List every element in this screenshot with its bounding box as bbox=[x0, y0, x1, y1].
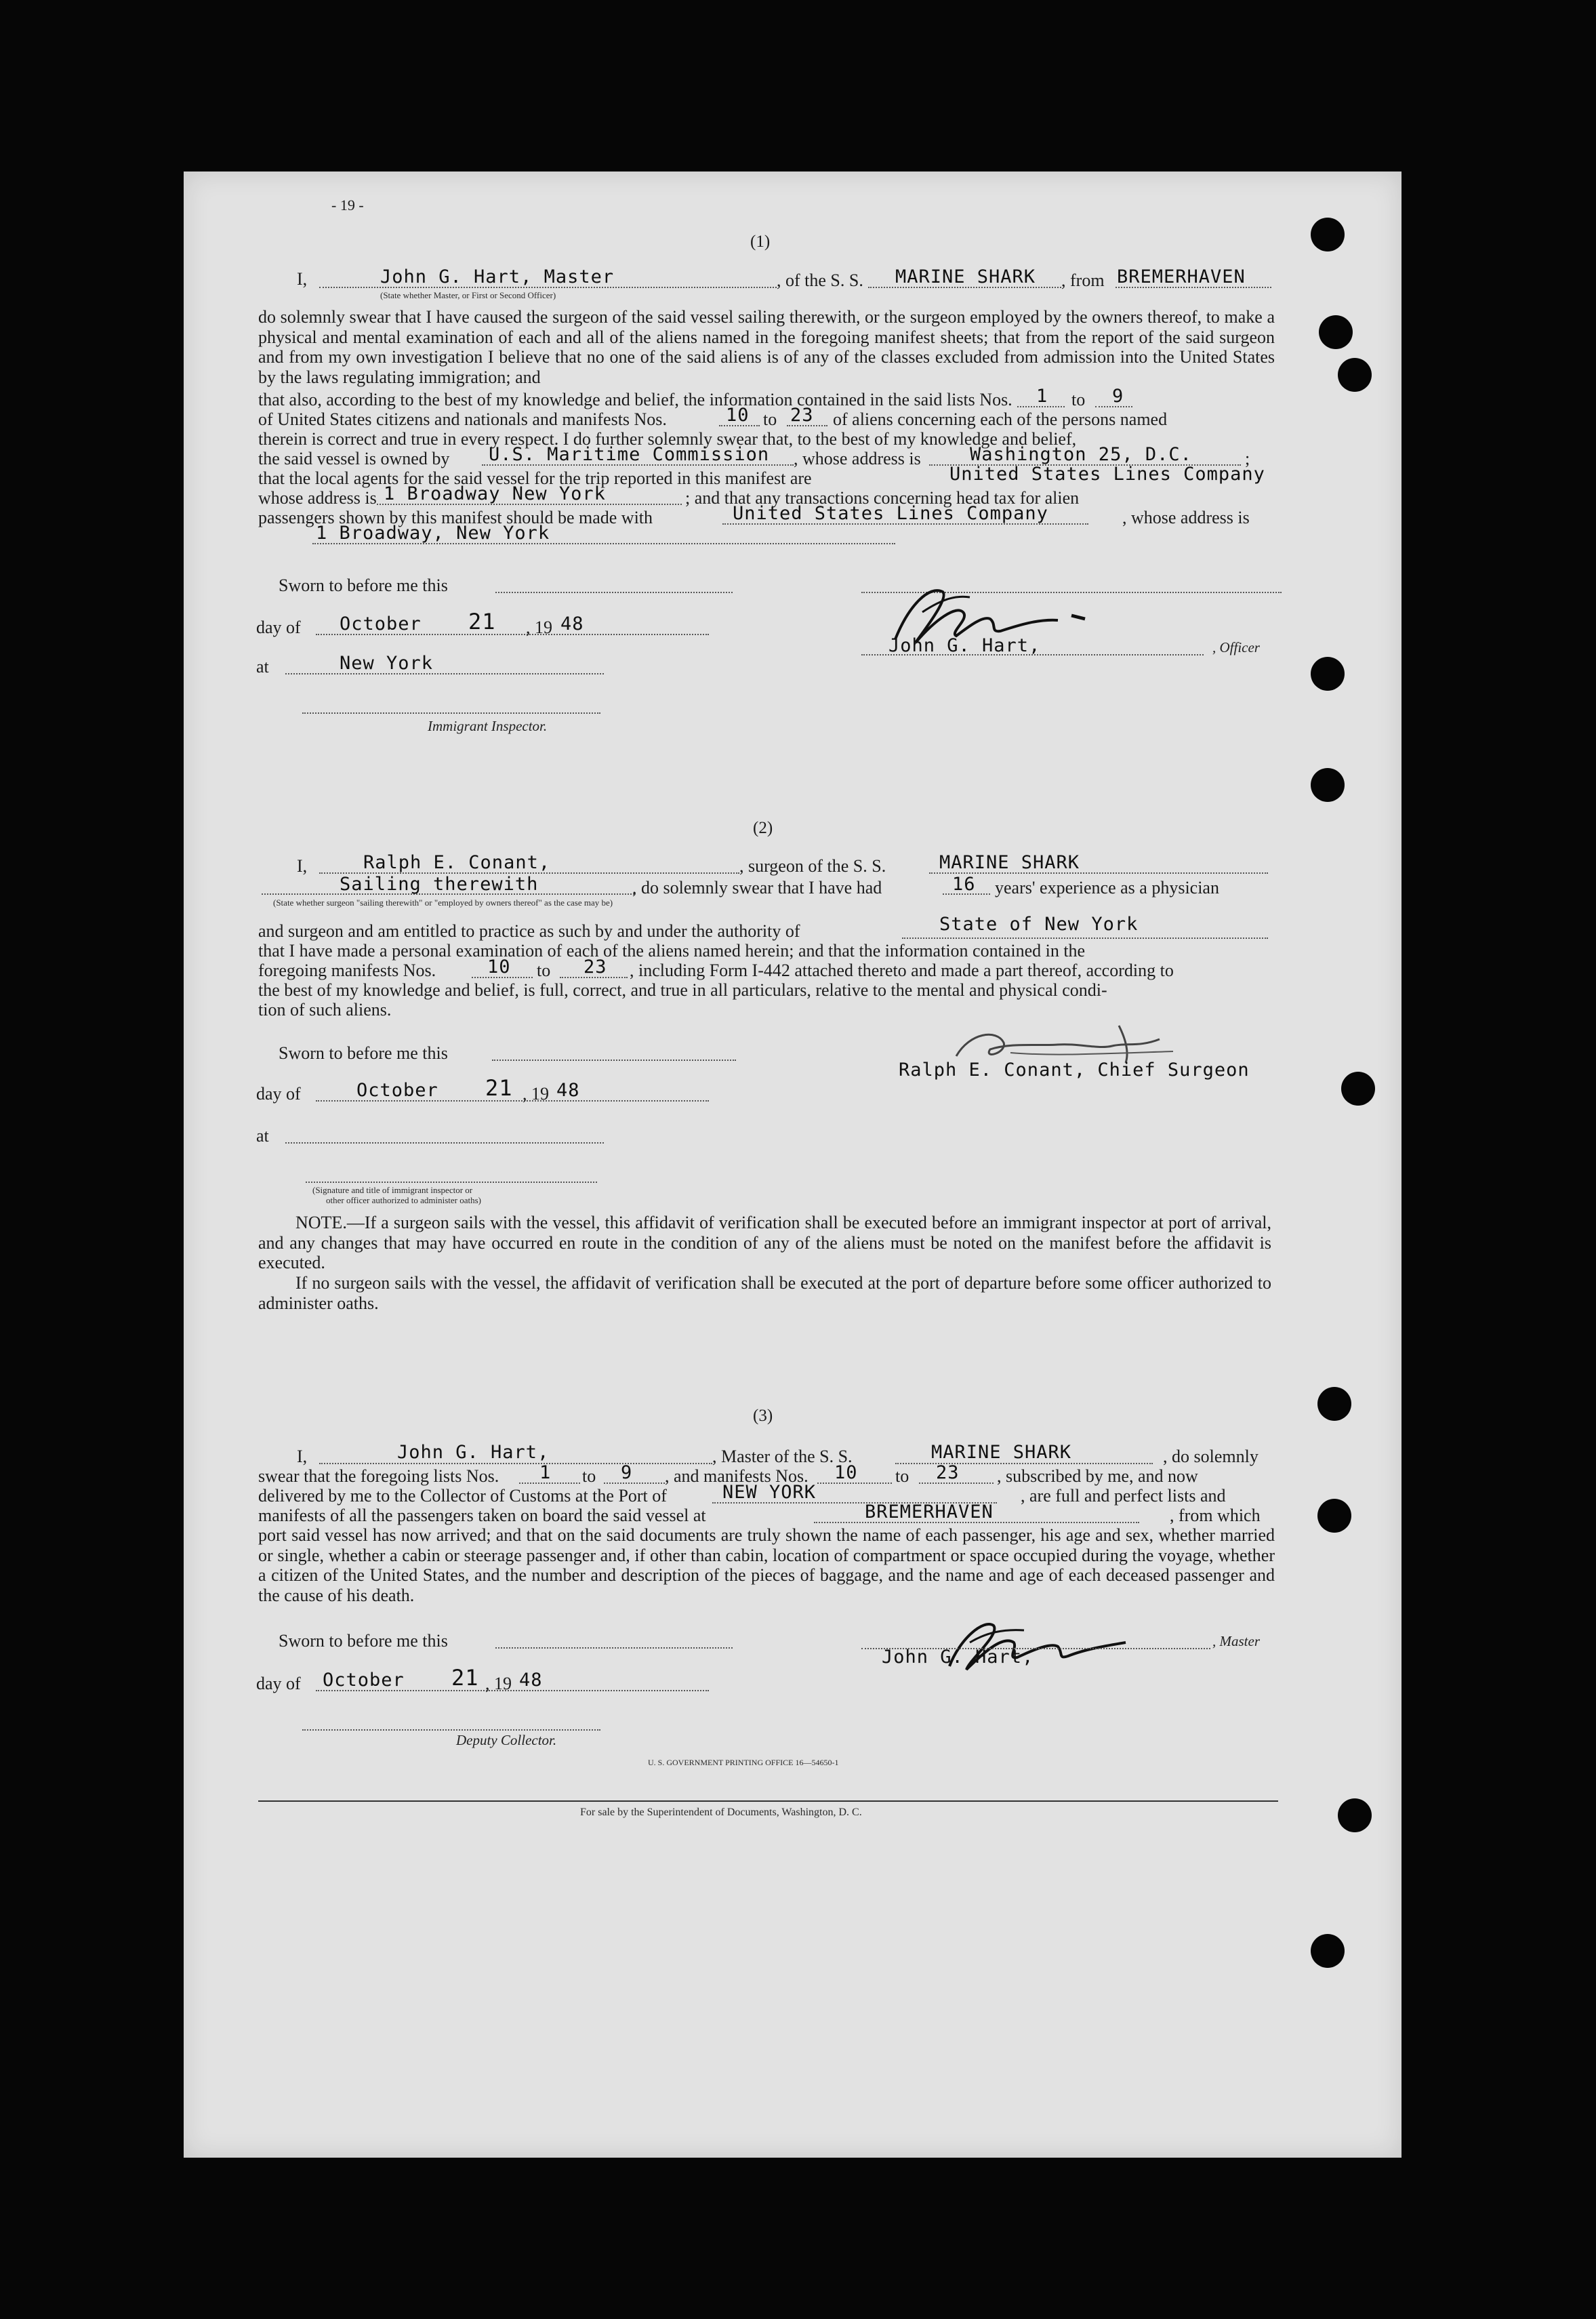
s2-month: October bbox=[356, 1080, 438, 1101]
s1-sworn: Sworn to before me this bbox=[279, 576, 448, 595]
s2-at: at bbox=[256, 1126, 269, 1146]
punch-hole bbox=[1338, 1798, 1372, 1832]
s1-to2: to bbox=[763, 409, 777, 429]
s1-officer-typed: John G. Hart, bbox=[888, 635, 1041, 656]
s2-line-d2: , including Form I-442 attached thereto and made a part thereof, according to bbox=[630, 961, 1174, 980]
s1-manifests-to: 23 bbox=[790, 405, 814, 426]
s2-day-of: day of bbox=[256, 1084, 301, 1104]
punch-hole bbox=[1311, 1934, 1345, 1968]
section-2-number: (2) bbox=[753, 819, 773, 837]
s3-line-b3: , subscribed by me, and now bbox=[997, 1466, 1198, 1486]
footer-printing-office: U. S. GOVERNMENT PRINTING OFFICE 16—54650-1 bbox=[648, 1758, 839, 1767]
s1-line-g1: passengers shown by this manifest should be made with bbox=[258, 508, 653, 527]
s1-place: New York bbox=[340, 653, 434, 674]
s1-to1: to bbox=[1071, 390, 1086, 409]
s1-inspector-label: Immigrant Inspector. bbox=[428, 718, 548, 734]
s2-line-b: and surgeon and am entitled to practice as such by and under the authority of bbox=[258, 921, 800, 941]
s2-year: 48 bbox=[556, 1080, 580, 1101]
s1-lists-from: 1 bbox=[1036, 386, 1048, 407]
s1-line-g2: , whose address is bbox=[1122, 508, 1250, 527]
s1-line-f2: ; and that any transactions concerning head tax for alien bbox=[685, 488, 1080, 508]
s3-sworn: Sworn to before me this bbox=[279, 1631, 448, 1651]
punch-hole bbox=[1317, 1387, 1351, 1421]
section-3-number: (3) bbox=[753, 1407, 773, 1425]
s3-to1: to bbox=[582, 1466, 596, 1486]
s3-master-name: John G. Hart, bbox=[397, 1442, 550, 1463]
s1-port: BREMERHAVEN bbox=[1117, 266, 1246, 287]
s3-line-d2: , from which bbox=[1170, 1506, 1261, 1525]
s1-owner-address: Washington 25, D.C. bbox=[970, 444, 1192, 465]
punch-hole bbox=[1341, 1072, 1375, 1106]
s2-status: Sailing therewith bbox=[340, 874, 539, 895]
s3-i: I, bbox=[297, 1447, 308, 1466]
s3-line-d1: manifests of all the passengers taken on board the said vessel at bbox=[258, 1506, 706, 1525]
s1-month: October bbox=[340, 613, 422, 634]
s2-had: , do solemnly swear that I have had bbox=[632, 878, 882, 898]
s2-surgeon-of: , surgeon of the S. S. bbox=[739, 856, 886, 876]
s2-year-prefix: , 19 bbox=[523, 1084, 549, 1104]
s2-day: 21 bbox=[485, 1075, 513, 1101]
s3-line-c1: delivered by me to the Collector of Customs at the Port of bbox=[258, 1486, 667, 1506]
s2-experience: years' experience as a physician bbox=[995, 878, 1219, 898]
s2-line-e: the best of my knowledge and belief, is full, correct, and true in all particulars, relative to the mental and physical condi- bbox=[258, 980, 1107, 1000]
s1-line-d3: ; bbox=[1245, 449, 1250, 468]
s3-day-of: day of bbox=[256, 1674, 301, 1693]
s1-line-d1: the said vessel is owned by bbox=[258, 449, 450, 468]
s1-lists-to: 9 bbox=[1112, 386, 1124, 407]
s2-sig-hint-1: (Signature and title of immigrant inspector or bbox=[312, 1185, 473, 1195]
punch-hole bbox=[1319, 315, 1353, 349]
s3-solemnly: , do solemnly bbox=[1163, 1447, 1259, 1466]
s3-master-typed: John G. Hart, bbox=[882, 1647, 1034, 1668]
s3-master-of: , Master of the S. S. bbox=[712, 1447, 853, 1466]
s1-line-d2: , whose address is bbox=[794, 449, 921, 468]
s1-agents: United States Lines Company bbox=[949, 464, 1265, 485]
s1-line-c: therein is correct and true in every respect. I do further solemnly swear that, to the best of my knowledge and belief, bbox=[258, 429, 1077, 449]
s3-line-b1: swear that the foregoing lists Nos. bbox=[258, 1466, 499, 1486]
s3-manifests-to: 23 bbox=[936, 1462, 960, 1483]
s1-day: 21 bbox=[468, 609, 496, 634]
s1-line-a: that also, according to the best of my knowledge and belief, the information contained in the said lists Nos. bbox=[258, 390, 1012, 409]
s1-officer-label: , Officer bbox=[1212, 639, 1260, 656]
s3-paragraph: port said vessel has now arrived; and that on the said documents are truly shown the name of each passenger, his age and sex, whether married or single, whether a cabin or steerage passenger and, if other than cabin, location of compartment or space occupied during the voyage, whether a citizen of the United States, and the number and description of the pieces of baggage, and the name and age of each deceased passenger and the cause of his death. bbox=[258, 1525, 1275, 1605]
s1-paragraph: do solemnly swear that I have caused the surgeon of the said vessel sailing therewith, or the surgeon employed by the owners thereof, to make a physical and mental examination of each and all of the aliens named in the foregoing manifest sheets; that from the report of the said surgeon and from my own investigation I believe that no one of the said aliens is of any of the classes excluded from admission into the United States by the laws regulating immigration; and bbox=[258, 307, 1275, 387]
s1-year-prefix: , 19 bbox=[526, 618, 552, 637]
s2-manifests-from: 10 bbox=[487, 956, 511, 977]
s3-to2: to bbox=[895, 1466, 909, 1486]
s2-line-c: that I have made a personal examination of each of the aliens named herein; and that the information contained in the bbox=[258, 941, 1086, 961]
s1-vessel: MARINE SHARK bbox=[895, 266, 1036, 287]
page-mark: - 19 - bbox=[331, 197, 364, 214]
punch-hole bbox=[1338, 358, 1372, 392]
punch-hole bbox=[1317, 1499, 1351, 1533]
s1-agents-address: 1 Broadway New York bbox=[384, 483, 606, 504]
s3-line-b2: , and manifests Nos. bbox=[665, 1466, 809, 1486]
s1-at: at bbox=[256, 657, 269, 677]
s3-day: 21 bbox=[451, 1665, 479, 1691]
s1-year: 48 bbox=[560, 613, 584, 634]
s3-month: October bbox=[323, 1670, 405, 1691]
s3-port-departure: BREMERHAVEN bbox=[865, 1501, 994, 1523]
s1-of-ss: , of the S. S. bbox=[777, 270, 863, 290]
section-1-number: (1) bbox=[750, 233, 771, 251]
s1-manifests-from: 10 bbox=[726, 405, 750, 426]
s1-head-tax-address: 1 Broadway, New York bbox=[316, 523, 550, 544]
s1-head-tax-agent: United States Lines Company bbox=[733, 503, 1048, 524]
s1-line-e: that the local agents for the said vessel for the trip reported in this manifest are bbox=[258, 468, 812, 488]
s3-year: 48 bbox=[519, 1670, 543, 1691]
s1-day-of: day of bbox=[256, 618, 301, 637]
s2-sig-hint-2: other officer authorized to administer oaths) bbox=[326, 1195, 481, 1205]
s2-note-1: NOTE.—If a surgeon sails with the vessel, this affidavit of verification shall be executed before an immigrant inspector at port of arrival, and any changes that may have occurred en route in the condition of any of the aliens must be noted on the manifest before the affidavit is executed. bbox=[258, 1213, 1271, 1272]
s3-collector-label: Deputy Collector. bbox=[456, 1732, 557, 1748]
footer-rule bbox=[258, 1800, 1278, 1802]
s3-lists-to: 9 bbox=[621, 1462, 633, 1483]
s2-status-hint: (State whether surgeon "sailing therewith" or "employed by owners thereof" as the case may be) bbox=[273, 898, 613, 908]
s2-line-d1: foregoing manifests Nos. bbox=[258, 961, 436, 980]
s2-to: to bbox=[537, 961, 551, 980]
s2-note-2: If no surgeon sails with the vessel, the affidavit of verification shall be executed at the port of departure before some officer authorized to administer oaths. bbox=[258, 1273, 1271, 1313]
s2-years: 16 bbox=[952, 874, 976, 895]
s3-manifests-from: 10 bbox=[834, 1462, 858, 1483]
s2-manifests-to: 23 bbox=[584, 956, 607, 977]
s1-line-b1: of United States citizens and nationals and manifests Nos. bbox=[258, 409, 667, 429]
s2-sworn: Sworn to before me this bbox=[279, 1043, 448, 1063]
s3-year-prefix: , 19 bbox=[485, 1674, 512, 1693]
s1-i: I, bbox=[297, 269, 308, 289]
s1-line-f1: whose address is bbox=[258, 488, 377, 508]
punch-hole bbox=[1311, 657, 1345, 691]
s3-line-c2: , are full and perfect lists and bbox=[1021, 1486, 1226, 1506]
s1-owner: U.S. Maritime Commission bbox=[489, 444, 770, 465]
s1-rank-hint: (State whether Master, or First or Second Officer) bbox=[380, 290, 556, 300]
footer-for-sale: For sale by the Superintendent of Documents, Washington, D. C. bbox=[580, 1807, 862, 1818]
s2-signer-typed: Ralph E. Conant, Chief Surgeon bbox=[899, 1060, 1250, 1081]
s2-vessel: MARINE SHARK bbox=[939, 852, 1080, 873]
s3-port-arrival: NEW YORK bbox=[722, 1482, 817, 1503]
s1-line-b2: of aliens concerning each of the persons named bbox=[833, 409, 1168, 429]
punch-hole bbox=[1311, 768, 1345, 802]
s3-master-label: , Master bbox=[1212, 1633, 1260, 1649]
s3-vessel: MARINE SHARK bbox=[931, 1442, 1072, 1463]
punch-hole bbox=[1311, 218, 1345, 251]
s2-surgeon-name: Ralph E. Conant, bbox=[363, 852, 551, 873]
s1-from: , from bbox=[1061, 270, 1105, 290]
manifest-page bbox=[184, 172, 1401, 2158]
s2-authority: State of New York bbox=[939, 914, 1139, 935]
s2-line-f: tion of such aliens. bbox=[258, 1000, 392, 1020]
s3-lists-from: 1 bbox=[539, 1462, 552, 1483]
s2-i: I, bbox=[297, 856, 308, 876]
s1-master-name: John G. Hart, Master bbox=[380, 266, 615, 287]
